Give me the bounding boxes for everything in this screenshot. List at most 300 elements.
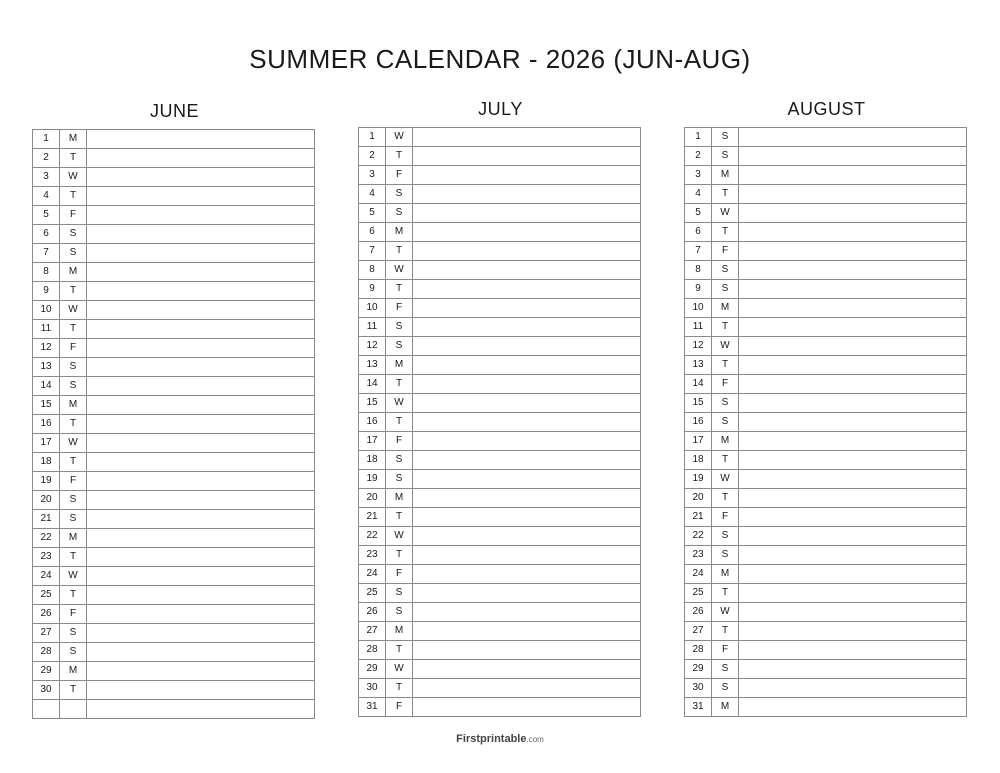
day-row <box>685 299 967 318</box>
day-number: 27 <box>685 622 712 641</box>
note-cell[interactable] <box>87 168 315 187</box>
note-cell[interactable] <box>413 679 641 698</box>
weekday-letter: F <box>60 605 87 624</box>
note-cell[interactable] <box>739 318 967 337</box>
note-cell[interactable] <box>413 546 641 565</box>
day-row <box>33 358 315 377</box>
weekday-letter: M <box>60 662 87 681</box>
note-cell[interactable] <box>739 413 967 432</box>
weekday-letter: S <box>60 491 87 510</box>
day-row <box>359 223 641 242</box>
day-row <box>359 660 641 679</box>
weekday-letter: T <box>712 584 739 603</box>
note-cell[interactable] <box>739 356 967 375</box>
day-number: 20 <box>685 489 712 508</box>
day-number: 9 <box>685 280 712 299</box>
note-cell[interactable] <box>413 584 641 603</box>
day-number: 11 <box>359 318 386 337</box>
weekday-letter: T <box>386 280 413 299</box>
note-cell[interactable] <box>87 662 315 681</box>
day-number: 27 <box>33 624 60 643</box>
day-row <box>33 149 315 168</box>
note-cell[interactable] <box>87 434 315 453</box>
day-number: 9 <box>359 280 386 299</box>
weekday-letter: S <box>60 643 87 662</box>
day-number: 6 <box>33 225 60 244</box>
day-number: 28 <box>33 643 60 662</box>
note-cell[interactable] <box>87 244 315 263</box>
note-cell[interactable] <box>739 128 967 147</box>
note-cell[interactable] <box>87 377 315 396</box>
day-number: 16 <box>359 413 386 432</box>
day-number: 24 <box>359 565 386 584</box>
weekday-letter: W <box>386 261 413 280</box>
day-row <box>359 679 641 698</box>
note-cell[interactable] <box>413 622 641 641</box>
weekday-letter: S <box>60 225 87 244</box>
weekday-letter: W <box>60 567 87 586</box>
day-row <box>359 584 641 603</box>
note-cell[interactable] <box>413 508 641 527</box>
note-cell[interactable] <box>413 261 641 280</box>
weekday-letter: M <box>60 130 87 149</box>
day-row <box>359 242 641 261</box>
day-row <box>33 643 315 662</box>
note-cell[interactable] <box>413 660 641 679</box>
day-number: 4 <box>359 185 386 204</box>
weekday-letter: S <box>60 358 87 377</box>
note-cell[interactable] <box>87 586 315 605</box>
day-row <box>685 470 967 489</box>
month-name: JULY <box>478 99 523 119</box>
weekday-letter: T <box>712 451 739 470</box>
day-number: 12 <box>359 337 386 356</box>
note-cell[interactable] <box>739 185 967 204</box>
day-number: 26 <box>33 605 60 624</box>
day-number: 9 <box>33 282 60 301</box>
day-row <box>33 396 315 415</box>
weekday-letter: S <box>712 147 739 166</box>
note-cell[interactable] <box>87 624 315 643</box>
weekday-letter: T <box>386 546 413 565</box>
day-row <box>359 565 641 584</box>
weekday-letter: M <box>712 166 739 185</box>
note-cell[interactable] <box>413 128 641 147</box>
day-row <box>33 681 315 700</box>
day-number: 14 <box>359 375 386 394</box>
day-row <box>685 660 967 679</box>
note-cell[interactable] <box>87 206 315 225</box>
weekday-letter: W <box>386 527 413 546</box>
day-row <box>685 527 967 546</box>
day-number: 8 <box>33 263 60 282</box>
note-cell[interactable] <box>87 396 315 415</box>
day-table <box>358 127 641 717</box>
day-row <box>33 510 315 529</box>
weekday-letter: F <box>386 299 413 318</box>
weekday-letter: F <box>386 166 413 185</box>
day-row <box>33 662 315 681</box>
note-cell[interactable] <box>87 453 315 472</box>
note-cell[interactable] <box>87 643 315 662</box>
day-number: 19 <box>685 470 712 489</box>
day-row <box>685 223 967 242</box>
day-row <box>33 605 315 624</box>
day-row <box>359 489 641 508</box>
day-number: 11 <box>33 320 60 339</box>
day-number: 3 <box>685 166 712 185</box>
day-number: 12 <box>685 337 712 356</box>
day-number: 13 <box>33 358 60 377</box>
day-number: 21 <box>685 508 712 527</box>
day-row <box>685 147 967 166</box>
blank-row <box>33 700 315 719</box>
day-number: 29 <box>685 660 712 679</box>
note-cell[interactable] <box>413 470 641 489</box>
note-cell[interactable] <box>413 299 641 318</box>
note-cell[interactable] <box>413 641 641 660</box>
weekday-letter: S <box>712 527 739 546</box>
weekday-letter: W <box>60 168 87 187</box>
note-cell[interactable] <box>739 166 967 185</box>
note-cell[interactable] <box>87 130 315 149</box>
day-row <box>359 451 641 470</box>
day-number: 31 <box>359 698 386 717</box>
day-number: 23 <box>685 546 712 565</box>
day-row <box>359 280 641 299</box>
day-number: 15 <box>359 394 386 413</box>
weekday-letter: T <box>712 185 739 204</box>
note-cell[interactable] <box>739 622 967 641</box>
weekday-letter: F <box>60 472 87 491</box>
day-number: 8 <box>685 261 712 280</box>
day-number: 29 <box>359 660 386 679</box>
note-cell[interactable] <box>87 567 315 586</box>
note-cell[interactable] <box>87 491 315 510</box>
weekday-letter: W <box>712 470 739 489</box>
note-cell[interactable] <box>739 337 967 356</box>
note-cell[interactable] <box>413 451 641 470</box>
weekday-letter: T <box>386 413 413 432</box>
note-cell[interactable] <box>739 470 967 489</box>
weekday-letter: S <box>386 337 413 356</box>
day-number: 22 <box>359 527 386 546</box>
note-cell[interactable] <box>413 432 641 451</box>
day-number: 27 <box>359 622 386 641</box>
day-number: 2 <box>359 147 386 166</box>
weekday-letter: F <box>712 641 739 660</box>
weekday-letter: T <box>60 187 87 206</box>
day-row <box>33 130 315 149</box>
day-number: 31 <box>685 698 712 717</box>
day-number: 7 <box>33 244 60 263</box>
weekday-letter: F <box>386 565 413 584</box>
day-row <box>685 413 967 432</box>
weekday-letter: S <box>712 679 739 698</box>
day-row <box>685 166 967 185</box>
day-number: 18 <box>33 453 60 472</box>
day-number: 16 <box>685 413 712 432</box>
weekday-letter: W <box>60 434 87 453</box>
note-cell[interactable] <box>87 320 315 339</box>
note-cell[interactable] <box>413 280 641 299</box>
day-row <box>33 320 315 339</box>
note-cell[interactable] <box>739 204 967 223</box>
day-number: 14 <box>685 375 712 394</box>
day-row <box>33 415 315 434</box>
weekday-letter: T <box>386 375 413 394</box>
day-row <box>685 280 967 299</box>
note-cell[interactable] <box>87 187 315 206</box>
day-row <box>685 603 967 622</box>
day-number: 5 <box>33 206 60 225</box>
weekday-letter: W <box>386 660 413 679</box>
day-row <box>685 375 967 394</box>
day-number: 4 <box>33 187 60 206</box>
footer-brand <box>0 733 1000 745</box>
note-cell[interactable] <box>739 432 967 451</box>
note-cell[interactable] <box>739 489 967 508</box>
note-cell[interactable] <box>413 337 641 356</box>
day-number: 5 <box>685 204 712 223</box>
weekday-letter: T <box>386 641 413 660</box>
day-row <box>359 128 641 147</box>
note-cell[interactable] <box>413 242 641 261</box>
note-cell[interactable] <box>739 660 967 679</box>
day-table <box>32 129 315 719</box>
day-number: 7 <box>359 242 386 261</box>
weekday-letter: S <box>60 624 87 643</box>
note-cell[interactable] <box>739 679 967 698</box>
day-row <box>359 698 641 717</box>
weekday-letter: T <box>386 679 413 698</box>
day-number: 10 <box>359 299 386 318</box>
day-number: 30 <box>33 681 60 700</box>
note-cell[interactable] <box>413 375 641 394</box>
day-row <box>33 339 315 358</box>
day-number: 19 <box>359 470 386 489</box>
day-row <box>359 527 641 546</box>
note-cell[interactable] <box>413 204 641 223</box>
note-cell[interactable] <box>739 394 967 413</box>
note-cell[interactable] <box>413 318 641 337</box>
day-number: 25 <box>33 586 60 605</box>
note-cell[interactable] <box>739 299 967 318</box>
weekday-letter: S <box>386 470 413 489</box>
note-cell[interactable] <box>739 584 967 603</box>
weekday-letter: S <box>386 185 413 204</box>
note-cell[interactable] <box>87 301 315 320</box>
day-row <box>33 377 315 396</box>
note-cell[interactable] <box>739 565 967 584</box>
weekday-letter: S <box>712 128 739 147</box>
day-row <box>359 641 641 660</box>
weekday-letter: T <box>60 149 87 168</box>
day-number: 6 <box>359 223 386 242</box>
weekday-letter: F <box>386 698 413 717</box>
day-row <box>33 567 315 586</box>
note-cell[interactable] <box>413 166 641 185</box>
weekday-letter: W <box>386 394 413 413</box>
note-cell[interactable] <box>87 339 315 358</box>
day-number: 5 <box>359 204 386 223</box>
day-row <box>685 584 967 603</box>
day-number: 1 <box>33 130 60 149</box>
note-cell[interactable] <box>739 223 967 242</box>
note-cell[interactable] <box>87 681 315 700</box>
day-row <box>359 147 641 166</box>
day-number: 10 <box>33 301 60 320</box>
note-cell[interactable] <box>413 565 641 584</box>
day-number: 26 <box>685 603 712 622</box>
note-cell[interactable] <box>87 605 315 624</box>
note-cell[interactable] <box>739 147 967 166</box>
weekday-letter: T <box>712 622 739 641</box>
day-row <box>33 244 315 263</box>
note-cell[interactable] <box>87 700 315 719</box>
day-row <box>685 622 967 641</box>
weekday-letter: W <box>386 128 413 147</box>
day-row <box>359 508 641 527</box>
weekday-letter: W <box>712 603 739 622</box>
weekday-letter: T <box>60 282 87 301</box>
day-row <box>685 337 967 356</box>
day-row <box>33 529 315 548</box>
note-cell[interactable] <box>413 698 641 717</box>
note-cell[interactable] <box>413 356 641 375</box>
day-row <box>685 508 967 527</box>
weekday-letter: M <box>712 299 739 318</box>
day-row <box>685 356 967 375</box>
weekday-letter: M <box>60 396 87 415</box>
day-number: 23 <box>359 546 386 565</box>
day-row <box>685 641 967 660</box>
note-cell[interactable] <box>739 603 967 622</box>
day-number: 8 <box>359 261 386 280</box>
weekday-letter: T <box>386 147 413 166</box>
note-cell[interactable] <box>739 242 967 261</box>
day-row <box>359 470 641 489</box>
day-number: 17 <box>359 432 386 451</box>
note-cell[interactable] <box>739 508 967 527</box>
day-row <box>685 451 967 470</box>
brand-name: Firstprintable <box>456 733 527 745</box>
note-cell[interactable] <box>739 546 967 565</box>
weekday-letter: S <box>712 394 739 413</box>
day-number: 10 <box>685 299 712 318</box>
day-row <box>33 624 315 643</box>
day-row <box>685 318 967 337</box>
weekday-letter: M <box>60 263 87 282</box>
note-cell[interactable] <box>87 358 315 377</box>
note-cell[interactable] <box>413 489 641 508</box>
note-cell[interactable] <box>87 548 315 567</box>
note-cell[interactable] <box>87 263 315 282</box>
day-row <box>359 337 641 356</box>
day-row <box>685 261 967 280</box>
note-cell[interactable] <box>87 225 315 244</box>
note-cell[interactable] <box>87 472 315 491</box>
day-number: 14 <box>33 377 60 396</box>
day-row <box>33 225 315 244</box>
note-cell[interactable] <box>413 394 641 413</box>
day-number: 1 <box>359 128 386 147</box>
day-number: 17 <box>33 434 60 453</box>
day-number: 16 <box>33 415 60 434</box>
weekday-letter: T <box>60 320 87 339</box>
day-row <box>685 242 967 261</box>
day-number: 30 <box>359 679 386 698</box>
day-number: 29 <box>33 662 60 681</box>
note-cell[interactable] <box>739 527 967 546</box>
day-number: 2 <box>685 147 712 166</box>
day-row <box>33 586 315 605</box>
note-cell[interactable] <box>87 510 315 529</box>
day-number: 26 <box>359 603 386 622</box>
weekday-letter: M <box>712 432 739 451</box>
day-number: 15 <box>33 396 60 415</box>
day-row <box>685 489 967 508</box>
day-row <box>359 356 641 375</box>
day-number: 30 <box>685 679 712 698</box>
weekday-letter: S <box>712 261 739 280</box>
note-cell[interactable] <box>87 282 315 301</box>
note-cell[interactable] <box>739 261 967 280</box>
day-number: 21 <box>33 510 60 529</box>
note-cell[interactable] <box>87 149 315 168</box>
day-row <box>33 548 315 567</box>
day-number: 28 <box>359 641 386 660</box>
weekday-letter: S <box>386 318 413 337</box>
day-number: 15 <box>685 394 712 413</box>
note-cell[interactable] <box>413 185 641 204</box>
weekday-letter: S <box>712 280 739 299</box>
weekday-letter: S <box>386 204 413 223</box>
day-number: 3 <box>33 168 60 187</box>
weekday-letter: T <box>60 548 87 567</box>
note-cell[interactable] <box>413 147 641 166</box>
weekday-letter: M <box>712 565 739 584</box>
note-cell[interactable] <box>739 451 967 470</box>
note-cell[interactable] <box>413 223 641 242</box>
blank-cell <box>60 700 87 719</box>
weekday-letter: T <box>386 508 413 527</box>
weekday-letter: T <box>712 318 739 337</box>
note-cell[interactable] <box>87 529 315 548</box>
note-cell[interactable] <box>739 375 967 394</box>
day-row <box>33 434 315 453</box>
day-number: 24 <box>33 567 60 586</box>
note-cell[interactable] <box>739 641 967 660</box>
weekday-letter: T <box>386 242 413 261</box>
note-cell[interactable] <box>413 413 641 432</box>
day-row <box>33 206 315 225</box>
weekday-letter: T <box>712 356 739 375</box>
day-row <box>33 472 315 491</box>
note-cell[interactable] <box>739 698 967 717</box>
note-cell[interactable] <box>413 527 641 546</box>
day-row <box>685 565 967 584</box>
page-title: SUMMER CALENDAR - 2026 (JUN-AUG) <box>249 44 751 74</box>
weekday-letter: T <box>60 586 87 605</box>
note-cell[interactable] <box>413 603 641 622</box>
note-cell[interactable] <box>87 415 315 434</box>
weekday-letter: F <box>386 432 413 451</box>
day-number: 13 <box>359 356 386 375</box>
note-cell[interactable] <box>739 280 967 299</box>
weekday-letter: M <box>386 489 413 508</box>
day-row <box>33 301 315 320</box>
